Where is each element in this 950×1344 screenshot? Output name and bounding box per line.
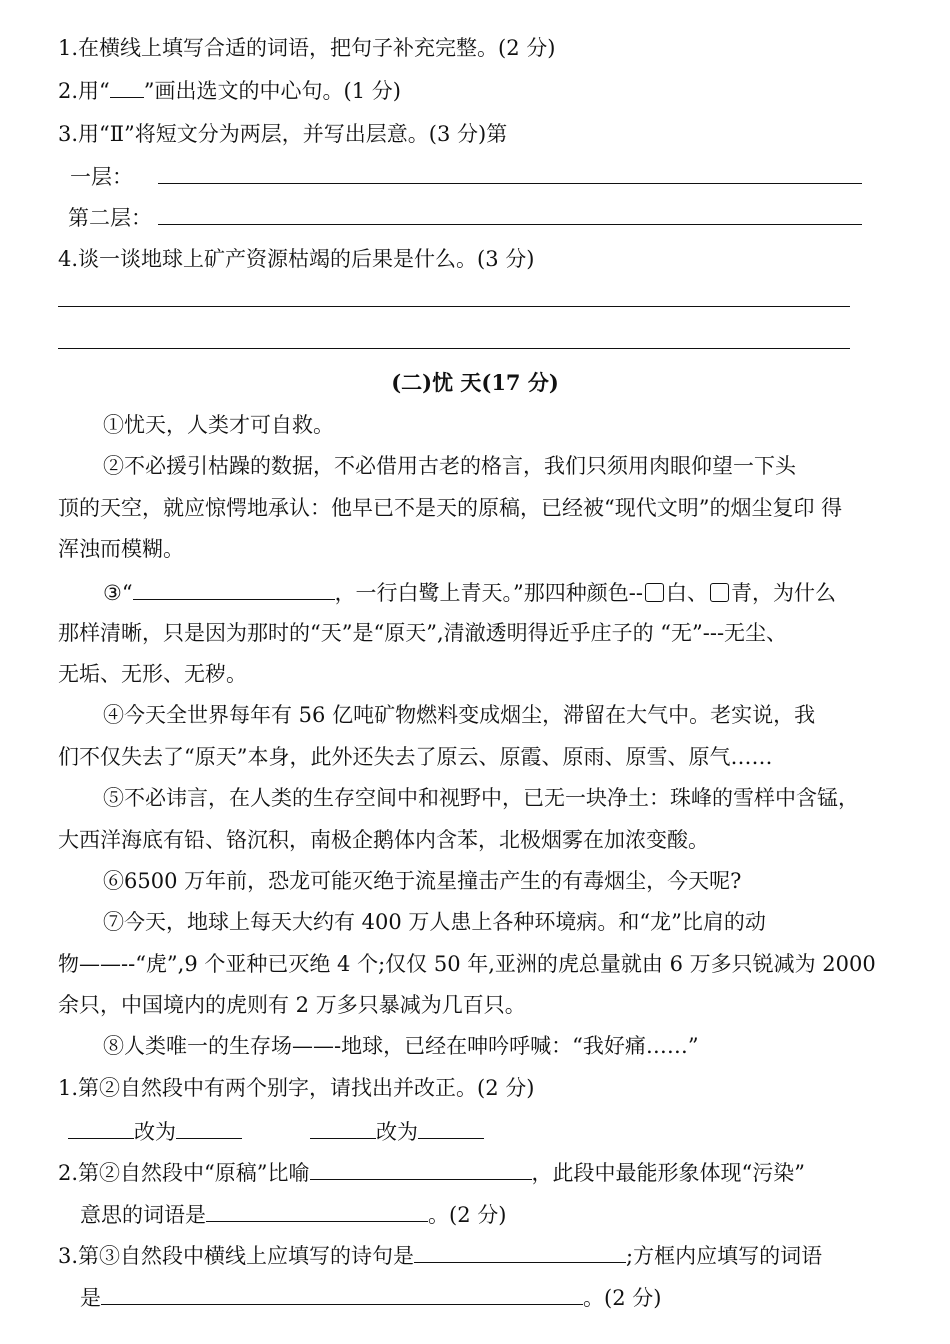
paragraph-5-line-1: ⑤不必讳言，在人类的生存空间中和视野中，已无一块净土：珠峰的雪样中含锰，: [103, 786, 859, 810]
paragraph-2-line-1: ②不必援引枯躁的数据，不必借用古老的格言，我们只须用肉眼仰望一下头: [103, 454, 796, 478]
part2-question-3-prefix: 3.第③自然段中横线上应填写的诗句是: [58, 1244, 415, 1268]
question-2-line: [58, 77, 401, 105]
layer-2-label: 第二层：: [68, 206, 152, 230]
question-4-answer-line-2[interactable]: [58, 348, 850, 349]
paragraph-1: ①忧天，人类才可自救。: [103, 413, 334, 437]
part2-question-3-suffix: ;方框内应填写的词语: [626, 1244, 823, 1268]
part2-question-3-line-1: [58, 1240, 822, 1268]
question-2-suffix: ”画出选文的中心句。(1 分): [143, 79, 401, 103]
question-4-answer-line-1[interactable]: [58, 306, 850, 307]
layer-2-answer-line[interactable]: [158, 224, 862, 225]
question-1-text: 1.在横线上填写合适的词语，把句子补充完整。(2 分): [58, 36, 556, 60]
color-box-1[interactable]: [645, 583, 664, 602]
question-2-underline-sample: [110, 81, 144, 98]
poem-blank[interactable]: [133, 577, 335, 600]
paragraph-3-line-3: 无垢、无形、无秽。: [58, 662, 247, 686]
paragraph-3-prefix: ③“: [103, 581, 133, 605]
typo-1-wrong-blank[interactable]: [68, 1116, 134, 1139]
typo-1-correct-blank[interactable]: [176, 1116, 242, 1139]
part2-question-2-prefix: 2.第②自然段中“原稿”比喻: [58, 1161, 310, 1185]
paragraph-8: ⑧人类唯一的生存场——-地球，已经在呻吟呼喊：“我好痛……”: [103, 1034, 699, 1058]
part2-question-3-line2-suffix: 。(2 分): [583, 1286, 662, 1310]
paragraph-4-line-2: 们不仅失去了“原天”本身，此外还失去了原云、原霞、原雨、原雪、原气……: [58, 745, 773, 769]
part2-question-2-line-2: [80, 1199, 506, 1227]
paragraph-4-line-1: ④今天全世界每年有 56 亿吨矿物燃料变成烟尘，滞留在大气中。老实说，我: [103, 703, 816, 727]
typo-2-change-label: 改为: [376, 1120, 418, 1144]
paragraph-2-line-2: 顶的天空，就应惊愕地承认：他早已不是天的原稿，已经被“现代文明”的烟尘复印 得: [58, 496, 843, 520]
typo-1-change-label: 改为: [134, 1120, 176, 1144]
typo-correction-row: [68, 1116, 484, 1144]
pollution-word-blank[interactable]: [206, 1199, 428, 1222]
question-2-prefix: 2.用“: [58, 79, 110, 103]
paragraph-2-line-3: 浑浊而模糊。: [58, 537, 184, 561]
paragraph-7-line-3: 余只，中国境内的虎则有 2 万多只暴减为几百只。: [58, 993, 526, 1017]
part2-question-1-text: 1.第②自然段中有两个别字，请找出并改正。(2 分): [58, 1076, 535, 1100]
layer-1-answer-line[interactable]: [158, 183, 862, 184]
part2-question-2-line2-prefix: 意思的词语是: [80, 1203, 206, 1227]
poem-answer-blank[interactable]: [414, 1240, 626, 1263]
part2-question-2-line2-suffix: 。(2 分): [428, 1203, 507, 1227]
paragraph-7-line-2: 物——--“虎”,9 个亚种已灭绝 4 个;仅仅 50 年,亚洲的虎总量就由 6 万多只锐减为 2000: [58, 952, 876, 976]
paragraph-3-line-2: 那样清晰，只是因为那时的“天”是“原天”,清澈透明得近乎庄子的 “无”---无尘、: [58, 621, 788, 645]
part2-question-3-line-2: [80, 1282, 661, 1310]
typo-2-correct-blank[interactable]: [418, 1116, 484, 1139]
color-box-2[interactable]: [710, 583, 729, 602]
question-4-text: 4.谈一谈地球上矿产资源枯竭的后果是什么。(3 分): [58, 247, 535, 271]
paragraph-6: ⑥6500 万年前，恐龙可能灭绝于流星撞击产生的有毒烟尘，今天呢?: [103, 869, 742, 893]
part2-question-3-line2-prefix: 是: [80, 1286, 101, 1310]
paragraph-5-line-2: 大西洋海底有铅、铬沉积，南极企鹅体内含苯，北极烟雾在加浓变酸。: [58, 828, 709, 852]
paragraph-7-line-1: ⑦今天，地球上每天大约有 400 万人患上各种环境病。和“龙”比肩的动: [103, 910, 766, 934]
paragraph-3-end: 青，为什么: [731, 581, 836, 605]
section-title: (二)忧 天(17 分): [391, 370, 559, 395]
box-words-blank[interactable]: [101, 1282, 583, 1305]
question-3-text: 3.用“Ⅱ”将短文分为两层，并写出层意。(3 分)第: [58, 122, 508, 146]
paragraph-3-white: 白、: [666, 581, 708, 605]
paragraph-3-mid: ，一行白鹭上青天。”那四种颜色--: [334, 581, 643, 605]
paragraph-3-line-1: [103, 577, 836, 605]
part2-question-2-line-1: [58, 1157, 805, 1185]
part2-question-2-suffix: ，此段中最能形象体现“污染”: [531, 1161, 805, 1185]
layer-1-label: 一层：: [70, 165, 133, 189]
metaphor-blank[interactable]: [310, 1157, 532, 1180]
typo-2-wrong-blank[interactable]: [310, 1116, 376, 1139]
